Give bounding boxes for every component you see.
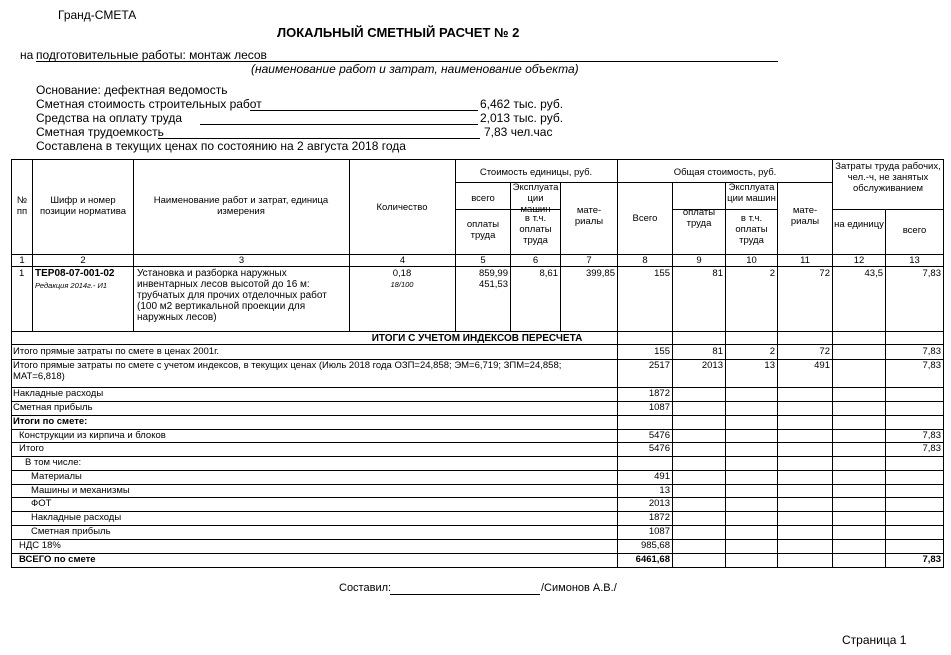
item-labor-per-unit: 43,5 bbox=[864, 268, 883, 279]
hdr-total-materials: мате- риалы bbox=[790, 205, 820, 227]
colnum: 4 bbox=[399, 255, 406, 266]
hdr-unit-exploit: Эксплуата ции машин bbox=[512, 182, 559, 215]
cost-underline bbox=[250, 110, 478, 111]
colnum: 7 bbox=[586, 255, 592, 266]
item-name: Установка и разборка наружных инвентарных лесов высотой до 16 м: трубчатых для прочих отделочных работ (100 м2 вертикальной проекции для наружных лесов) bbox=[137, 268, 327, 323]
total-row-label: Материалы bbox=[31, 471, 82, 482]
item-num: 1 bbox=[19, 268, 25, 279]
item-qty: 0,18 bbox=[392, 268, 412, 279]
total-row-label: Итого bbox=[19, 443, 44, 454]
total-row-value: 5476 bbox=[648, 430, 670, 441]
total-row-value: 1872 bbox=[648, 388, 670, 399]
colnum: 3 bbox=[238, 255, 245, 266]
total-row-effort: 7,83 bbox=[922, 430, 941, 441]
labor-underline bbox=[200, 124, 478, 125]
item-labor-total: 7,83 bbox=[922, 268, 941, 279]
total-row-machines: 13 bbox=[764, 360, 775, 371]
total-row-effort: 7,83 bbox=[922, 443, 941, 454]
item-unit-total: 859,99 bbox=[478, 268, 508, 279]
page-number: Страница 1 bbox=[842, 633, 907, 647]
total-row-value: 1087 bbox=[648, 526, 670, 537]
subject-caption: (наименование работ и затрат, наименование объекта) bbox=[251, 62, 579, 76]
colnum: 9 bbox=[696, 255, 702, 266]
grand-total-value: 6461,68 bbox=[635, 554, 670, 565]
total-row-value: 2517 bbox=[648, 360, 670, 371]
total-row-label: Конструкции из кирпича и блоков bbox=[19, 430, 166, 441]
hdr-qty: Количество bbox=[376, 202, 428, 213]
basis-text: Основание: дефектная ведомость bbox=[36, 83, 228, 97]
hdr-total-exploit: Эксплуата ции машин bbox=[727, 182, 776, 204]
hdr-unit-cost: Стоимость единицы, руб. bbox=[479, 167, 593, 178]
total-row-label: Итоги по смете: bbox=[13, 416, 88, 427]
hdr-total-incl: в т.ч. оплаты труда bbox=[735, 213, 768, 246]
prices-note: Составлена в текущих ценах по состоянию на 2 августа 2018 года bbox=[36, 139, 406, 153]
total-row-effort: 7,83 bbox=[922, 346, 941, 357]
total-row-materials: 491 bbox=[814, 360, 830, 371]
total-row-value: 13 bbox=[659, 485, 670, 496]
total-row-label: Сметная прибыль bbox=[13, 402, 93, 413]
hdr-unit-materials: мате- риалы bbox=[574, 205, 604, 227]
colnum: 6 bbox=[532, 255, 539, 266]
item-qty-formula: 18/100 bbox=[390, 280, 414, 289]
program-name: Гранд-СМЕТА bbox=[58, 8, 137, 22]
cost-value: 6,462 тыс. руб. bbox=[480, 97, 564, 111]
total-row-value: 1087 bbox=[648, 402, 670, 413]
hdr-num: № пп bbox=[16, 195, 28, 217]
item-total-machines: 2 bbox=[769, 268, 775, 279]
hdr-name: Наименование работ и затрат, единица измерения bbox=[153, 195, 329, 217]
grand-total-effort: 7,83 bbox=[922, 554, 941, 565]
total-row-materials: 72 bbox=[819, 346, 830, 357]
item-unit-labor: 451,53 bbox=[478, 279, 508, 290]
colnum: 12 bbox=[853, 255, 865, 266]
composed-name: /Симонов А.В./ bbox=[541, 582, 617, 594]
total-row-label: Машины и механизмы bbox=[31, 485, 130, 496]
item-total-labor: 81 bbox=[712, 268, 723, 279]
total-row-label: Сметная прибыль bbox=[31, 526, 111, 537]
section-title: ИТОГИ С УЧЕТОМ ИНДЕКСОВ ПЕРЕСЧЕТА bbox=[371, 333, 583, 344]
document-title: ЛОКАЛЬНЫЙ СМЕТНЫЙ РАСЧЕТ № 2 bbox=[277, 25, 520, 40]
hdr-total-labor: оплаты труда bbox=[682, 207, 716, 229]
labor-label: Средства на оплату труда bbox=[36, 111, 182, 125]
hdr-unit-labor: оплаты труда bbox=[466, 219, 500, 241]
total-row-effort: 7,83 bbox=[922, 360, 941, 371]
composed-label: Составил: bbox=[339, 582, 392, 594]
item-total: 155 bbox=[654, 268, 670, 279]
hdr-unit-all: всего bbox=[471, 193, 495, 204]
total-row-label: Накладные расходы bbox=[31, 512, 122, 523]
subject-text: подготовительные работы: монтаж лесов bbox=[36, 48, 267, 62]
hdr-labor-all: всего bbox=[902, 225, 927, 236]
hdr-unit-incl: в т.ч. оплаты труда bbox=[519, 213, 552, 246]
hdr-labor: Затраты труда рабочих, чел.-ч, не занятых обслуживанием bbox=[835, 161, 941, 194]
total-row-label: Накладные расходы bbox=[13, 388, 104, 399]
item-unit-machines: 8,61 bbox=[539, 268, 558, 279]
total-row-value: 985,68 bbox=[640, 540, 670, 551]
labor-value: 2,013 тыс. руб. bbox=[480, 111, 564, 125]
signature-line bbox=[390, 594, 540, 595]
item-total-materials: 72 bbox=[819, 268, 830, 279]
total-row-label: Итого прямые затраты по смете в ценах 2001г. bbox=[13, 346, 220, 357]
colnum: 8 bbox=[642, 255, 648, 266]
total-row-label: НДС 18% bbox=[19, 540, 61, 551]
total-row-labor: 81 bbox=[712, 346, 723, 357]
total-row-label: Итого прямые затраты по смете с учетом индексов, в текущих ценах (Июль 2018 года ОЗП=24,858; ЭМ=6,719; ЗПМ=24,858; МАТ=6,818) bbox=[13, 360, 562, 382]
item-code: ТЕР08-07-001-02 bbox=[35, 268, 115, 279]
item-edition: Редакция 2014г.- И1 bbox=[35, 281, 107, 290]
hdr-total-cost: Общая стоимость, руб. bbox=[673, 167, 777, 178]
colnum: 11 bbox=[800, 255, 810, 266]
total-row-labor: 2013 bbox=[701, 360, 723, 371]
total-row-label: В том числе: bbox=[25, 457, 82, 468]
item-unit-materials: 399,85 bbox=[585, 268, 615, 279]
colnum: 2 bbox=[80, 255, 86, 266]
colnum: 5 bbox=[480, 255, 486, 266]
colnum: 13 bbox=[909, 255, 920, 266]
estimate-table bbox=[11, 159, 943, 568]
hdr-per-unit: на единицу bbox=[834, 219, 884, 230]
cost-label: Сметная стоимость строительных работ bbox=[36, 97, 262, 111]
grand-total-label: ВСЕГО по смете bbox=[19, 554, 96, 565]
total-row-machines: 2 bbox=[769, 346, 775, 357]
subject-prefix: на bbox=[20, 48, 34, 62]
total-row-label: ФОТ bbox=[31, 498, 52, 509]
colnum: 10 bbox=[746, 255, 757, 266]
colnum: 1 bbox=[19, 255, 25, 266]
effort-label: Сметная трудоемкость bbox=[36, 125, 164, 139]
total-row-value: 5476 bbox=[648, 443, 670, 454]
total-row-value: 491 bbox=[654, 471, 670, 482]
hdr-total-all: Всего bbox=[632, 213, 658, 224]
total-row-value: 155 bbox=[654, 346, 670, 357]
effort-value: 7,83 чел.час bbox=[484, 125, 553, 139]
hdr-code: Шифр и номер позиции норматива bbox=[40, 195, 126, 217]
total-row-value: 2013 bbox=[648, 498, 670, 509]
total-row-value: 1872 bbox=[648, 512, 670, 523]
